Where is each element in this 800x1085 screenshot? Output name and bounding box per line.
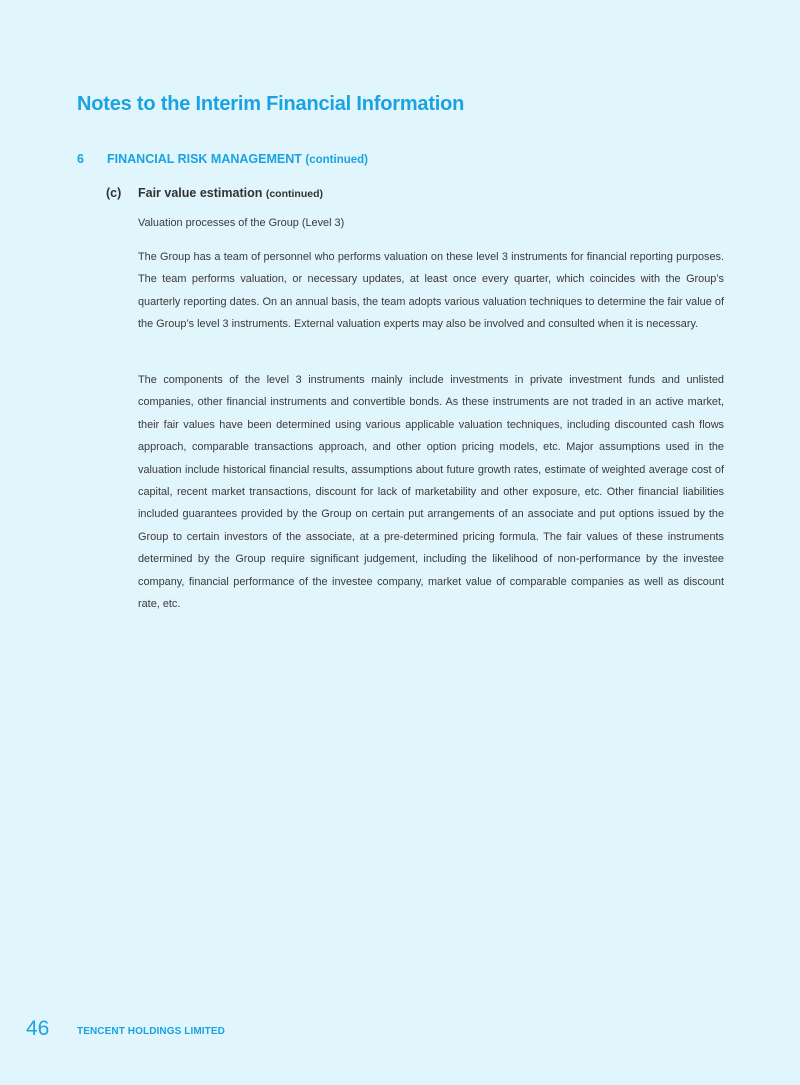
section-title: FINANCIAL RISK MANAGEMENT	[107, 152, 302, 166]
subsection-heading	[106, 186, 323, 200]
section-continued-label: (continued)	[305, 154, 368, 166]
page-number: 46	[26, 1017, 50, 1040]
section-number: 6	[77, 152, 84, 166]
subsection-caption: Valuation processes of the Group (Level 3)	[138, 217, 345, 229]
paragraph-valuation-team: The Group has a team of personnel who performs valuation on these level 3 instruments for financial reporting purposes. The team performs valuation, or necessary updates, at least once every quarter, which coincides with the Group’s quarterly reporting dates. On an annual basis, the team adopts various valuation techniques to determine the fair value of the Group’s level 3 instruments. External valuation experts may also be involved and consulted when it is necessary.	[138, 251, 724, 331]
page-title: Notes to the Interim Financial Information	[77, 93, 465, 115]
subsection-continued-label: (continued)	[265, 188, 323, 200]
footer-company-name: TENCENT HOLDINGS LIMITED	[77, 1026, 225, 1037]
subsection-title: Fair value estimation	[138, 186, 263, 200]
section-heading	[77, 152, 368, 166]
paragraph-level3-components: The components of the level 3 instruments mainly include investments in private investment funds and unlisted companies, other financial instruments and convertible bonds. As these instruments are not traded in an active market, their fair values have been determined using various applicable valuation techniques, including discounted cash flows approach, comparable transactions approach, and other option pricing models, etc. Major assumptions used in the valuation include historical financial results, assumptions about future growth rates, estimate of weighted average cost of capital, recent market transactions, discount for lack of marketability and other exposure, etc. Other financial liabilities included guarantees provided by the Group on certain put arrangements of an associate and put options issued by the Group to certain investors of the associate, at a pre-determined pricing formula. The fair values of these instruments determined by the Group require significant judgement, including the likelihood of non-performance by the investee company, financial performance of the investee company, market value of comparable companies as well as discount rate, etc.	[138, 374, 724, 611]
subsection-letter: (c)	[106, 186, 122, 200]
